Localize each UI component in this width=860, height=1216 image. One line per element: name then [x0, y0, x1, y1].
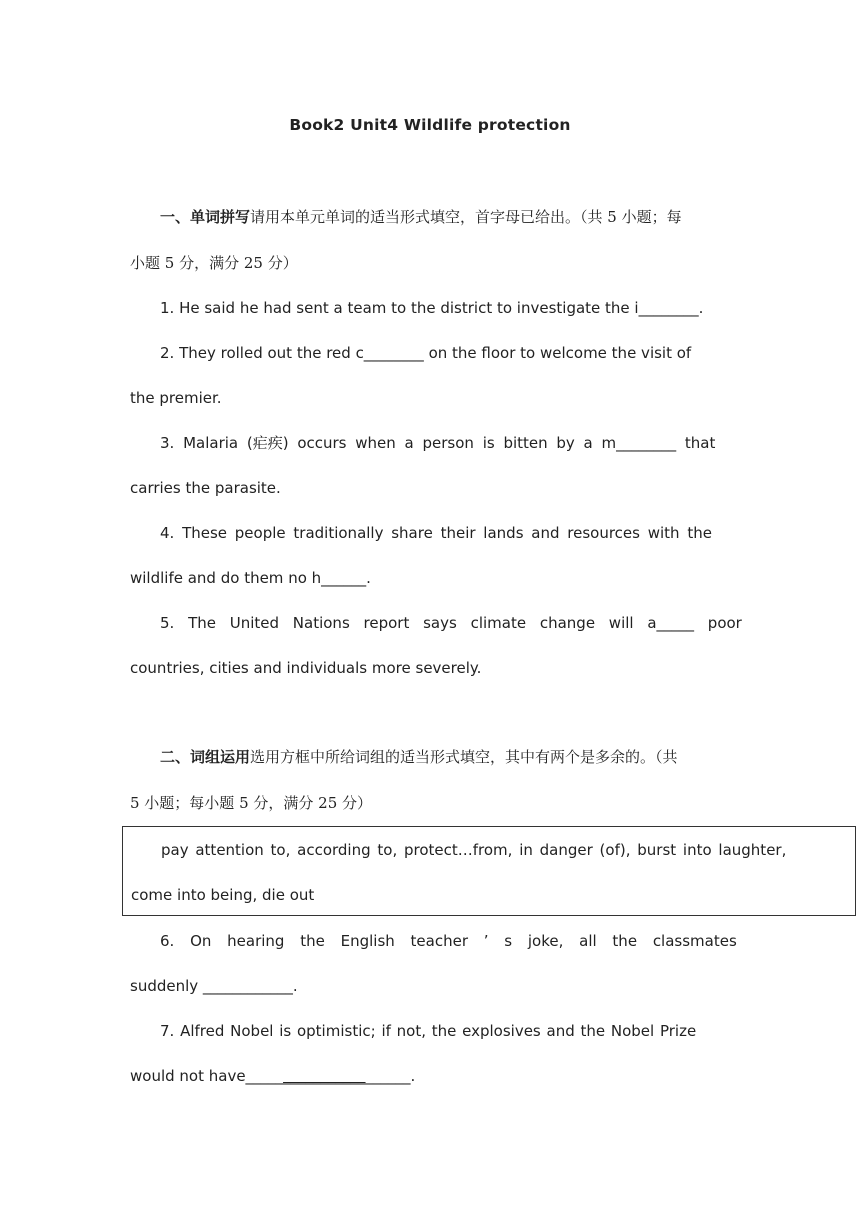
section1-heading-line2: 小题 5 分，满分 25 分） [130, 254, 298, 272]
question-6-line2: suddenly ____________. [130, 977, 298, 995]
question-4-line1: 4. These people traditionally share their lands and resources with the [160, 524, 712, 542]
section1-heading [130, 205, 731, 229]
phrase-box [122, 826, 856, 916]
page-title: Book2 Unit4 Wildlife protection [289, 116, 571, 134]
question-5-line1: 5. The United Nations report says climate change will a_____ poor [160, 614, 742, 632]
phrase-box-line1: pay attention to, according to, protect…from, in danger (of), burst into laughter, [161, 841, 787, 859]
section2-heading-bold: 二、词组运用 [160, 748, 251, 766]
question-3-line1: 3. Malaria (疟疾) occurs when a person is bitten by a m________ that [160, 434, 716, 452]
question-7-line2-start: would not have_____ [130, 1067, 284, 1085]
phrase-box-line2: come into being, die out [131, 886, 315, 904]
section2-heading-rest: 选用方框中所给词组的适当形式填空，其中有两个是多余的。（共 [250, 748, 678, 766]
question-6-line1: 6. On hearing the English teacher ’ s joke, all the classmates [160, 932, 737, 950]
question-2-line1: 2. They rolled out the red c________ on the floor to welcome the visit of [160, 344, 692, 362]
question-5-line2: countries, cities and individuals more severely. [130, 659, 482, 677]
question-2-line2: the premier. [130, 389, 222, 407]
section2-heading [130, 745, 731, 769]
section2-heading-line2: 5 小题；每小题 5 分，满分 25 分） [130, 794, 373, 812]
question-7-line2-tail: ______. [365, 1067, 416, 1085]
question-7-line1: 7. Alfred Nobel is optimistic; if not, the explosives and the Nobel Prize [160, 1022, 697, 1040]
question-1: 1. He said he had sent a team to the district to investigate the i________. [160, 299, 704, 317]
section2-heading-text [160, 748, 678, 766]
question-3-line2: carries the parasite. [130, 479, 281, 497]
question-7-line2 [130, 1064, 731, 1088]
section1-heading-text [160, 205, 682, 229]
section1-heading-bold: 一、单词拼写 [160, 208, 251, 226]
question-7-blank: ___________ [283, 1067, 366, 1085]
question-4-line2: wildlife and do them no h______. [130, 569, 371, 587]
section1-heading-rest: 请用本单元单词的适当形式填空，首字母已给出。（共 5 小题；每 [250, 208, 682, 226]
